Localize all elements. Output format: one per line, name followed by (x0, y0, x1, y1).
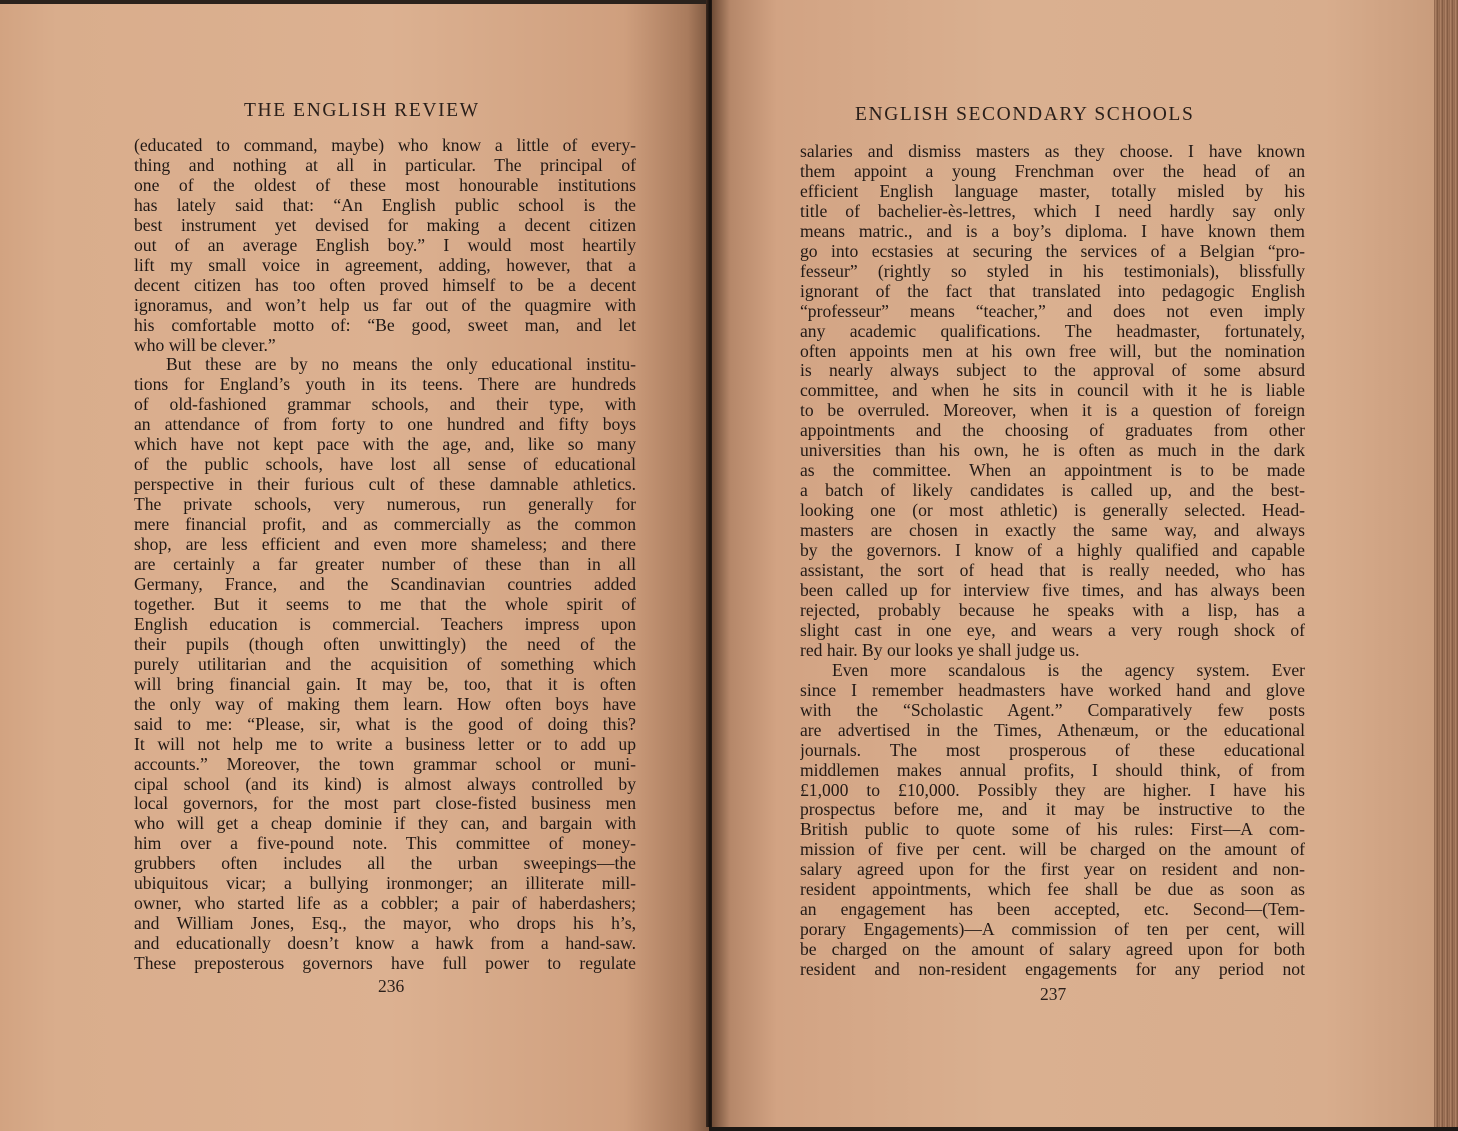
text-line: who will get a cheap dominie if they can, and bargain with (134, 814, 636, 834)
text-line: Germany, France, and the Scandinavian countries added (134, 574, 636, 594)
text-line: universities than his own, he is often as much in the dark (800, 441, 1305, 461)
text-line: “professeur” means “teacher,” and does not even imply (800, 301, 1305, 321)
text-line: middlemen makes annual profits, I should think, of from (800, 760, 1305, 780)
text-line: the only way of making them learn. How often boys have (134, 694, 636, 714)
text-line: looking one (or most athletic) is generally selected. Head- (800, 501, 1305, 521)
text-line: is nearly always subject to the approval of some absurd (800, 361, 1305, 381)
left-page (0, 0, 709, 1131)
text-line: together. But it seems to me that the whole spirit of (134, 594, 636, 614)
text-line: rejected, probably because he speaks with a lisp, has a (800, 600, 1305, 620)
text-line: any academic qualifications. The headmaster, fortunately, (800, 321, 1305, 341)
text-line: committee, and when he sits in council with it he is liable (800, 381, 1305, 401)
text-line: masters are chosen in exactly the same way, and always (800, 521, 1305, 541)
text-line: mission of five per cent. will be charged on the amount of (800, 840, 1305, 860)
text-line: as the committee. When an appointment is to be made (800, 461, 1305, 481)
text-line: them appoint a young Frenchman over the head of an (800, 161, 1305, 181)
text-line: him over a five-pound note. This committee of money- (134, 834, 636, 854)
text-line: said to me: “Please, sir, what is the good of doing this? (134, 714, 636, 734)
text-line: ignorant of the fact that translated into pedagogic English (800, 281, 1305, 301)
text-line: thing and nothing at all in particular. The principal of (134, 155, 636, 175)
text-line: out of an average English boy.” I would most heartily (134, 235, 636, 255)
text-line: go into ecstasies at securing the services of a Belgian “pro- (800, 241, 1305, 261)
text-line: cipal school (and its kind) is almost always controlled by (134, 774, 636, 794)
text-line: tions for England’s youth in its teens. There are hundreds (134, 375, 636, 395)
page-number-left: 236 (378, 976, 405, 996)
text-line: shop, are less efficient and even more shameless; and there (134, 535, 636, 555)
text-line: since I remember headmasters have worked hand and glove (800, 680, 1305, 700)
text-line: who will be clever.” (134, 335, 276, 355)
text-line: It will not help me to write a business letter or to add up (134, 734, 636, 754)
text-line: by the governors. I know of a highly qualified and capable (800, 541, 1305, 561)
text-line: an engagement has been accepted, etc. Second—(Tem- (800, 900, 1305, 920)
text-line: and educationally doesn’t know a hawk from a hand-saw. (134, 934, 636, 954)
text-line: of the public schools, have lost all sense of educational (134, 455, 636, 475)
text-line: will bring financial gain. It may be, too, that it is often (134, 674, 636, 694)
text-line: accounts.” Moreover, the town grammar school or muni- (134, 754, 636, 774)
text-line: mere financial profit, and as commercially as the common (134, 515, 636, 535)
text-line: one of the oldest of these most honourable institutions (134, 175, 636, 195)
text-line: perspective in their furious cult of these damnable athletics. (134, 475, 636, 495)
text-line: lift my small voice in agreement, adding, however, that a (134, 255, 636, 275)
text-line: means matric., and is a boy’s diploma. I have known them (800, 221, 1305, 241)
text-line: owner, who started life as a cobbler; a pair of haberdashers; (134, 894, 636, 914)
text-line: and William Jones, Esq., the mayor, who drops his h’s, (134, 914, 636, 934)
text-line: prospectus before me, and it may be instructive to the (800, 800, 1305, 820)
left-page-body (134, 136, 636, 974)
text-line: grubbers often includes all the urban sweepings—the (134, 854, 636, 874)
text-line: title of bachelier-ès-lettres, which I need hardly say only (800, 201, 1305, 221)
text-line: their pupils (though often unwittingly) the need of the (134, 634, 636, 654)
text-line: often appoints men at his own free will, but the nomination (800, 341, 1305, 361)
text-line: Even more scandalous is the agency system. Ever (832, 660, 1305, 680)
text-line: local governors, for the most part close-fisted business men (134, 794, 636, 814)
text-line: appointments and the choosing of graduates from other (800, 421, 1305, 441)
text-line: fesseur” (rightly so styled in his testimonials), blissfully (800, 261, 1305, 281)
running-head-right: ENGLISH SECONDARY SCHOOLS (855, 104, 1195, 125)
text-line: been called up for interview five times, and has always been (800, 580, 1305, 600)
running-head-left: THE ENGLISH REVIEW (244, 100, 480, 121)
text-line: journals. The most prosperous of these educational (800, 740, 1305, 760)
text-line: salaries and dismiss masters as they choose. I have known (800, 142, 1305, 161)
text-line: decent citizen has too often proved himself to be a decent (134, 275, 636, 295)
text-line: which have not kept pace with the age, and, like so many (134, 435, 636, 455)
text-line: be charged on the amount of salary agreed upon for both (800, 940, 1305, 960)
text-line: slight cast in one eye, and wears a very rough shock of (800, 620, 1305, 640)
text-line: efficient English language master, totally misled by his (800, 181, 1305, 201)
text-line: resident and non-resident engagements for any period not (800, 960, 1305, 980)
page-edges (1434, 0, 1458, 1127)
text-line: resident appointments, which fee shall be due as soon as (800, 880, 1305, 900)
text-line: But these are by no means the only educational institu- (166, 355, 636, 375)
text-line: a batch of likely candidates is called up, and the best- (800, 481, 1305, 501)
text-line: ubiquitous vicar; a bullying ironmonger; an illiterate mill- (134, 874, 636, 894)
text-line: with the “Scholastic Agent.” Comparatively few posts (800, 700, 1305, 720)
text-line: ignoramus, and won’t help us far out of the quagmire with (134, 295, 636, 315)
text-line: porary Engagements)—A commission of ten per cent, will (800, 920, 1305, 940)
page-number-right: 237 (1040, 984, 1067, 1004)
right-page-body (800, 142, 1305, 980)
text-line: £1,000 to £10,000. Possibly they are higher. I have his (800, 780, 1305, 800)
text-line: The private schools, very numerous, run generally for (134, 495, 636, 515)
right-page (712, 0, 1434, 1127)
text-line: red hair. By our looks ye shall judge us. (800, 640, 1080, 660)
text-line: to be overruled. Moreover, when it is a question of foreign (800, 401, 1305, 421)
text-line: has lately said that: “An English public school is the (134, 195, 636, 215)
text-line: an attendance of from forty to one hundred and fifty boys (134, 415, 636, 435)
text-line: assistant, the sort of head that is really needed, who has (800, 561, 1305, 581)
text-line: British public to quote some of his rules: First—A com- (800, 820, 1305, 840)
text-line: purely utilitarian and the acquisition of something which (134, 654, 636, 674)
text-line: his comfortable motto of: “Be good, sweet man, and let (134, 315, 636, 335)
text-line: are certainly a far greater number of these than in all (134, 555, 636, 575)
text-line: best instrument yet devised for making a decent citizen (134, 215, 636, 235)
text-line: English education is commercial. Teachers impress upon (134, 614, 636, 634)
text-line: (educated to command, maybe) who know a little of every- (134, 136, 636, 155)
text-line: These preposterous governors have full power to regulate (134, 954, 636, 974)
text-line: salary agreed upon for the first year on resident and non- (800, 860, 1305, 880)
text-line: are advertised in the Times, Athenæum, or the educational (800, 720, 1305, 740)
text-line: of old-fashioned grammar schools, and their type, with (134, 395, 636, 415)
